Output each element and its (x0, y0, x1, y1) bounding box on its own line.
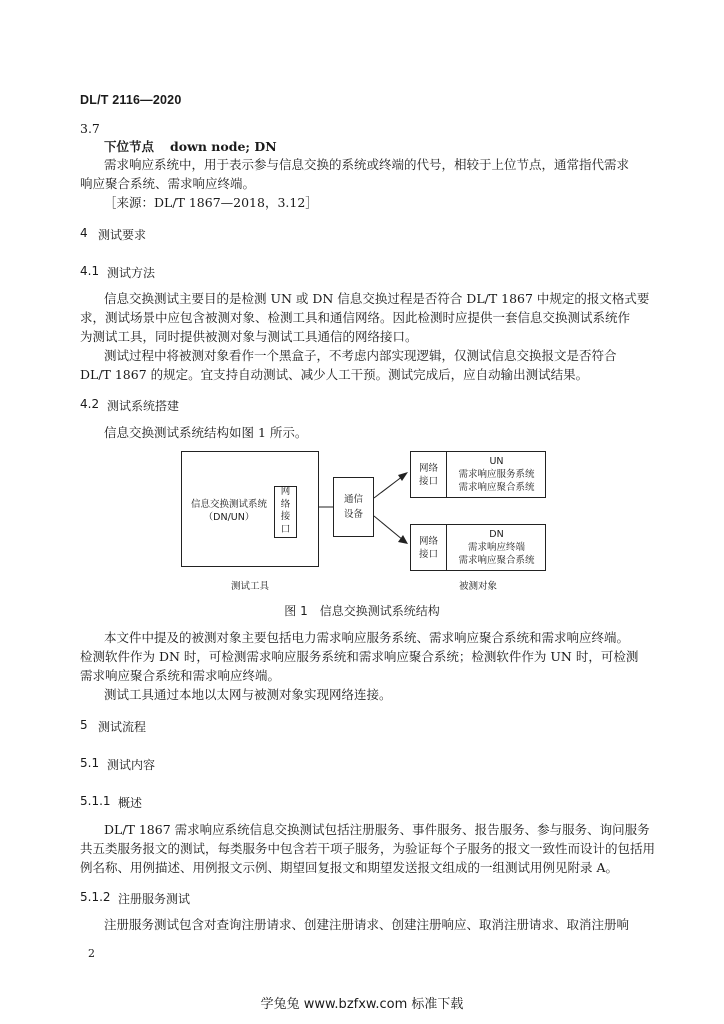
para-5-1-1-line-2: 共五类服务报文的测试，每类服务中包含若干项子服务，为验证每个子服务的报文一致性而设计的包括用 (80, 841, 656, 856)
definition-line-2: 响应聚合系统、需求响应终端。 (80, 176, 256, 191)
un-net-label-line-1: 网络 (418, 463, 438, 474)
test-system-label-line-1: 信息交换测试系统 (190, 499, 267, 510)
comm-device-label (333, 492, 374, 522)
para-4-1-1-line-1: 信息交换测试主要目的是检测 UN 或 DN 信息交换过程是否符合 DL/T 1867 中规定的报文格式要 (104, 291, 650, 306)
un-network-interface-label (410, 462, 447, 488)
network-interface-char-2: 络 (280, 498, 291, 510)
page-number: 2 (88, 947, 95, 960)
section-4-title: 测试要求 (98, 228, 147, 242)
section-5-title: 测试流程 (98, 720, 147, 734)
arrowhead-dn (398, 535, 408, 544)
network-interface-char-1: 网 (280, 486, 291, 497)
section-4-2-intro: 信息交换测试系统结构如图 1 所示。 (104, 425, 308, 440)
section-5-1-1-number: 5.1.1 (80, 794, 111, 808)
dn-network-interface-label (410, 535, 447, 561)
dn-system-label (447, 528, 546, 567)
para-5-1-1-line-3: 例名称、用例描述、用例报文示例、期望回复报文和期望发送报文组成的一组测试用例见附录 A。 (80, 860, 619, 875)
un-system-label (447, 455, 546, 494)
comm-device-label-line-1: 通信 (343, 494, 363, 505)
dn-net-label-line-2: 接口 (418, 549, 438, 560)
section-4-2-number: 4.2 (80, 397, 100, 411)
section-5-1-1-title: 概述 (118, 796, 143, 810)
figure-caption: 图 1 信息交换测试系统结构 (284, 604, 440, 618)
section-5-1-2-number: 5.1.2 (80, 890, 111, 904)
clause-number-3-7: 3.7 (80, 121, 100, 136)
comm-device-label-line-2: 设备 (343, 509, 363, 520)
section-5-number: 5 (80, 718, 88, 732)
para-5-1-1-line-1: DL/T 1867 需求响应系统信息交换测试包括注册服务、事件服务、报告服务、参与服务、询问服务 (104, 822, 650, 837)
test-system-label-line-2: （DN/UN） (203, 512, 255, 523)
para-4-1-1-line-2: 求，测试场景中应包含被测对象、检测工具和通信网络。因此检测时应提供一套信息交换测试系统作 (80, 310, 631, 325)
section-5-1-title: 测试内容 (107, 758, 156, 772)
un-line-1: 需求响应服务系统 (458, 469, 535, 480)
section-4-1-title: 测试方法 (107, 266, 156, 280)
un-net-label-line-2: 接口 (418, 476, 438, 487)
network-interface-char-3: 接 (280, 511, 291, 522)
para-after-fig-line-2: 检测软件作为 DN 时，可检测需求响应服务系统和需求响应聚合系统；检测软件作为 UN 时，可检测 (80, 649, 639, 664)
term-chinese: 下位节点 (104, 139, 155, 154)
section-5-1-2-title: 注册服务测试 (118, 892, 191, 906)
test-system-label (181, 498, 277, 524)
para-after-fig-line-3: 需求响应聚合系统和需求响应终端。 (80, 668, 281, 683)
term-english: down node; DN (170, 139, 277, 154)
definition-source: ［来源：DL/T 1867—2018，3.12］ (104, 195, 318, 210)
label-test-tool: 测试工具 (230, 581, 269, 592)
network-interface-char-4: 口 (280, 523, 291, 535)
dn-line-1: 需求响应终端 (467, 542, 525, 553)
dn-title: DN (489, 529, 504, 540)
para-4-1-2-line-1: 测试过程中将被测对象看作一个黑盒子，不考虑内部实现逻辑，仅测试信息交换报文是否符合 (104, 348, 617, 363)
un-line-2: 需求响应聚合系统 (458, 482, 535, 493)
dn-line-2: 需求响应聚合系统 (458, 555, 535, 566)
network-interface-label (274, 486, 297, 536)
arrowhead-un (398, 472, 408, 481)
para-ethernet: 测试工具通过本地以太网与被测对象实现网络连接。 (104, 687, 392, 702)
definition-line-1: 需求响应系统中，用于表示参与信息交换的系统或终端的代号，相较于上位节点，通常指代需求 (104, 157, 630, 172)
section-4-1-number: 4.1 (80, 264, 100, 278)
section-4-number: 4 (80, 226, 88, 240)
connector-comm-to-un (374, 476, 403, 498)
document-id-header: DL/T 2116—2020 (80, 93, 182, 107)
connector-comm-to-dn (374, 516, 403, 540)
dn-net-label-line-1: 网络 (418, 536, 438, 547)
para-after-fig-line-1: 本文件中提及的被测对象主要包括电力需求响应服务系统、需求响应聚合系统和需求响应终端。 (104, 630, 630, 645)
footer-watermark: 学兔兔 www.bzfxw.com 标准下载 (260, 997, 464, 1012)
section-4-2-title: 测试系统搭建 (107, 399, 180, 413)
un-title: UN (489, 456, 504, 467)
label-test-object: 被测对象 (458, 581, 497, 592)
para-4-1-1-line-3: 为测试工具，同时提供被测对象与测试工具通信的网络接口。 (80, 329, 418, 344)
para-5-1-2-line-1: 注册服务测试包含对查询注册请求、创建注册请求、创建注册响应、取消注册请求、取消注册响 (104, 917, 630, 932)
section-5-1-number: 5.1 (80, 756, 100, 770)
para-4-1-2-line-2: DL/T 1867 的规定。宜支持自动测试、减少人工干预。测试完成后，应自动输出测试结果。 (80, 367, 589, 382)
